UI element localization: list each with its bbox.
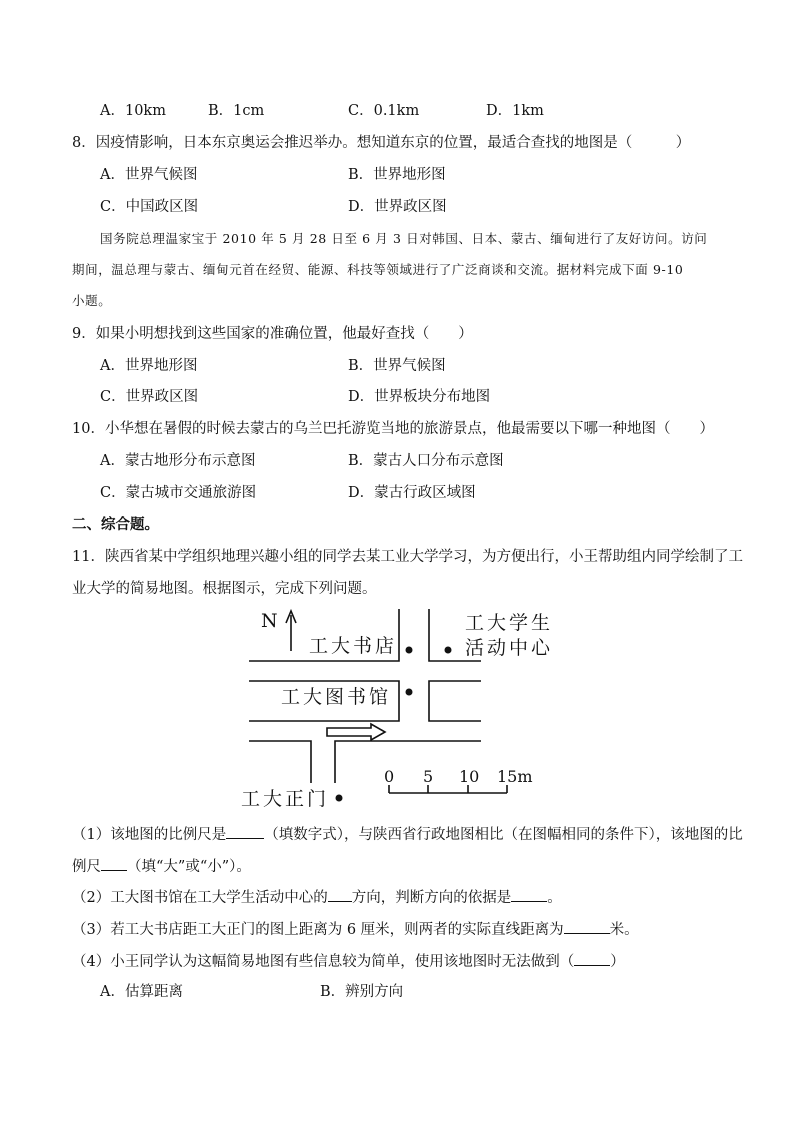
student-center-dot [445,647,452,654]
q10-option-a: A．蒙古地形分布示意图 [100,453,256,469]
passage-line-3: 小题。 [72,293,112,308]
q11-stem-line-1: 11．陕西省某中学组织地理兴趣小组的同学去某工业大学学习，为方便出行，小王帮助组内同学绘制了工 [72,549,743,565]
q7-option-d: D．1km [486,103,544,119]
q7-option-a: A．10km [100,103,166,119]
passage-line-1: 国务院总理温家宝于 2010 年 5 月 28 日至 6 月 3 日对韩国、日本、蒙古、缅甸进行了友好访问。访问 [100,231,708,246]
q9-option-d: D．世界板块分布地图 [348,389,491,405]
student-center-label-2: 活动中心 [465,637,554,659]
q11-sub1-line1: （1）该地图的比例尺是 （填数字式），与陕西省行政地图相比（在图幅相同的条件下），该地图的比 [72,824,743,844]
answer-blank-5[interactable] [564,919,610,934]
q8-option-c: C．中国政区图 [100,199,199,215]
q8-stem: 8．因疫情影响，日本东京奥运会推迟举办。想知道东京的位置，最适合查找的地图是（ ） [72,135,691,151]
q7-option-b: B．1cm [208,103,265,119]
bookstore-dot [406,647,413,654]
q9-stem: 9．如果小明想找到这些国家的准确位置，他最好查找（ ） [72,326,473,342]
q11-sub1-line2: 例尺 （填“大”或“小”）。 [72,856,251,876]
q11-sub3: （3）若工大书店距工大正门的图上距离为 6 厘米，则两者的实际直线距离为 米。 [72,919,639,939]
answer-blank-3[interactable] [328,887,352,902]
q7-option-c: C．0.1km [348,103,420,119]
scale-tick-15m: 15m [497,767,533,786]
q9-option-a: A．世界地形图 [100,358,198,374]
q8-option-a: A．世界气候图 [100,167,198,183]
q11-sub4: （4）小王同学认为这幅简易地图有些信息较为简单，使用该地图时无法做到（ ） [72,951,625,971]
q11-sub4-option-b: B．辨别方向 [320,984,404,1000]
answer-blank-4[interactable] [511,887,547,902]
gate-label: 工大正门 [241,788,330,810]
q10-stem: 10．小华想在暑假的时候去蒙古的乌兰巴托游览当地的旅游景点，他最需要以下哪一种地图（ ） [72,421,714,437]
student-center-label-1: 工大学生 [465,612,554,634]
q10-option-b: B．蒙古人口分布示意图 [348,453,504,469]
q10-option-c: C．蒙古城市交通旅游图 [100,485,257,501]
bookstore-label: 工大书店 [309,635,398,657]
q9-option-c: C．世界政区图 [100,389,199,405]
scale-tick-5: 5 [423,767,434,786]
q10-option-d: D．蒙古行政区域图 [348,485,476,501]
answer-blank-1[interactable] [226,824,264,839]
answer-blank-2[interactable] [101,856,127,871]
q9-option-b: B．世界气候图 [348,358,446,374]
q8-option-b: B．世界地形图 [348,167,446,183]
section-title: 二、综合题。 [72,516,159,533]
q11-stem-line-2: 业大学的简易地图。根据图示，完成下列问题。 [72,581,377,597]
scale-tick-10: 10 [459,767,480,786]
north-label: N [261,610,278,632]
gate-dot [336,795,343,802]
q11-sub2: （2）工大图书馆在工大学生活动中心的 方向，判断方向的依据是 。 [72,887,562,907]
library-dot [406,689,413,696]
campus-map [235,605,555,810]
answer-blank-6[interactable] [574,951,610,966]
q8-option-d: D．世界政区图 [348,199,447,215]
scale-tick-0: 0 [384,767,395,786]
library-label: 工大图书馆 [281,686,392,708]
q11-sub4-option-a: A．估算距离 [100,984,183,1000]
passage-line-2: 期间，温总理与蒙古、缅甸元首在经贸、能源、科技等领域进行了广泛商谈和交流。据材料完成下面 9-10 [72,262,684,277]
